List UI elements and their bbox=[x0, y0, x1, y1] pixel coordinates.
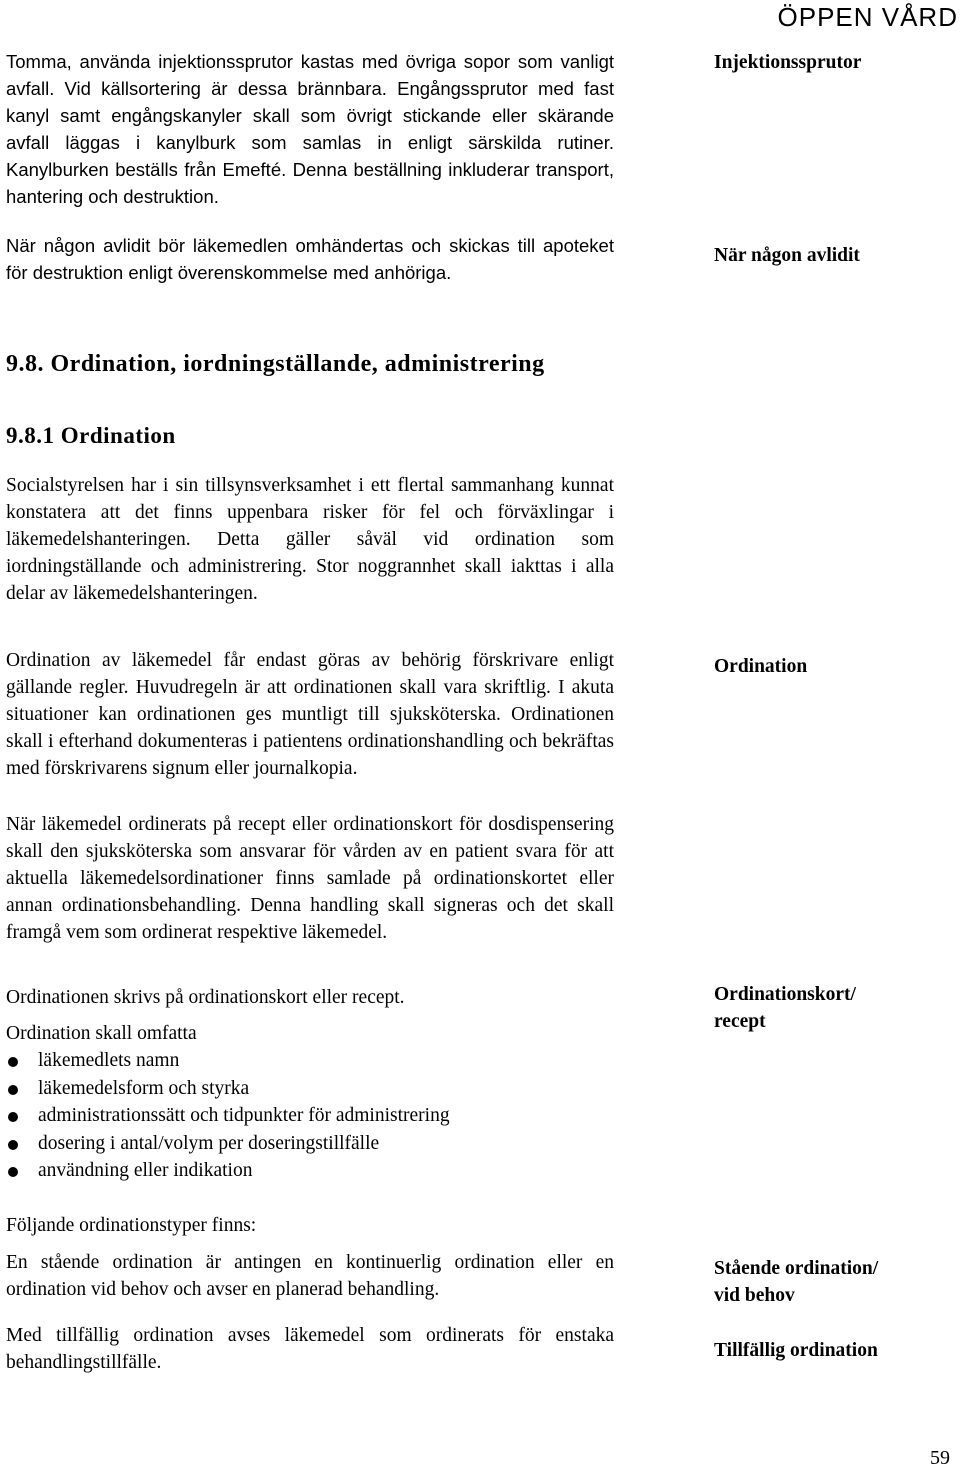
list-item: läkemedlets namn bbox=[6, 1047, 614, 1075]
paragraph-ordination-written: Ordinationen skrivs på ordinationskort eller recept. bbox=[6, 987, 405, 1008]
paragraph-dose-dispensing: När läkemedel ordinerats på recept eller ordinationskort för dosdispensering skall den sjuksköterska som ansvarar för vården av en patient svara för att aktuella läkemedelsordinationer finns samlade på ordinationskortet eller annan ordinationsbehandling. Denna handling skall signeras och det skall framgå vem som ordinerat respektive läkemedel. bbox=[6, 814, 614, 943]
ordination-contents-list bbox=[6, 1047, 614, 1185]
margin-label-ordinationskort-line1: Ordinationskort/ bbox=[714, 984, 856, 1005]
margin-label-staende-line1: Stående ordination/ bbox=[714, 1258, 879, 1279]
margin-label-ordination: Ordination bbox=[714, 656, 808, 677]
paragraph-ordination-rules: Ordination av läkemedel får endast göras av behörig förskrivare enligt gällande regler. Huvudregeln är att ordinationen skall vara skriftlig. I akuta situationer kan ordinationen ges muntligt till sjuksköterska. Ordinationen skall i efterhand dokumenteras i patientens ordinationshandling och bekräftas med förskrivarens signum eller journalkopia. bbox=[6, 650, 614, 779]
margin-label-injektionssprutor: Injektionssprutor bbox=[714, 52, 862, 73]
paragraph-temporary-ordination: Med tillfällig ordination avses läkemedel som ordinerats för enstaka behandlingstillfälle. bbox=[6, 1325, 614, 1373]
paragraph-deceased-medication: När någon avlidit bör läkemedlen omhändertas och skickas till apoteket för destruktion enligt överenskommelse med anhöriga. bbox=[6, 235, 614, 283]
paragraph-ordination-includes: Ordination skall omfatta bbox=[6, 1023, 197, 1044]
paragraph-ordination-types: Följande ordinationstyper finns: bbox=[6, 1215, 257, 1236]
margin-label-staende bbox=[714, 1255, 954, 1309]
paragraph-socialstyrelsen: Socialstyrelsen har i sin tillsynsverksamhet i ett flertal sammanhang kunnat konstatera att det finns uppenbara risker för fel och förväxlingar i läkemedelshanteringen. Detta gäller såväl vid ordination som iordningställande och administrering. Stor noggrannhet skall iakttas i alla delar av läkemedelshanteringen. bbox=[6, 475, 614, 604]
list-item: användning eller indikation bbox=[6, 1157, 614, 1185]
paragraph-injection-syringes: Tomma, använda injektionssprutor kastas med övriga sopor som vanligt avfall. Vid källsortering är dessa brännbara. Engångssprutor med fast kanyl samt engångskanyler skall som övrigt stickande eller skärande avfall läggas i kanylburk som samlas in enligt särskilda rutiner. Kanylburken beställs från Emefté. Denna beställning inkluderar transport, hantering och destruktion. bbox=[6, 51, 614, 207]
list-item: administrationssätt och tidpunkter för administrering bbox=[6, 1102, 614, 1130]
document-header-title: ÖPPEN VÅRD bbox=[777, 2, 958, 32]
margin-label-ordinationskort bbox=[714, 981, 954, 1035]
margin-label-nar-nagon-avlidit: När någon avlidit bbox=[714, 245, 860, 266]
margin-label-ordinationskort-line2: recept bbox=[714, 1011, 766, 1032]
paragraph-standing-ordination: En stående ordination är antingen en kontinuerlig ordination eller en ordination vid behov och avser en planerad behandling. bbox=[6, 1252, 614, 1300]
margin-label-tillfallig: Tillfällig ordination bbox=[714, 1340, 878, 1361]
section-heading: 9.8. Ordination, iordningställande, administrering bbox=[6, 351, 545, 377]
margin-label-staende-line2: vid behov bbox=[714, 1285, 795, 1306]
subsection-heading: 9.8.1 Ordination bbox=[6, 423, 176, 448]
page-number: 59 bbox=[930, 1447, 950, 1469]
list-item: läkemedelsform och styrka bbox=[6, 1075, 614, 1103]
list-item: dosering i antal/volym per doseringstillfälle bbox=[6, 1130, 614, 1158]
